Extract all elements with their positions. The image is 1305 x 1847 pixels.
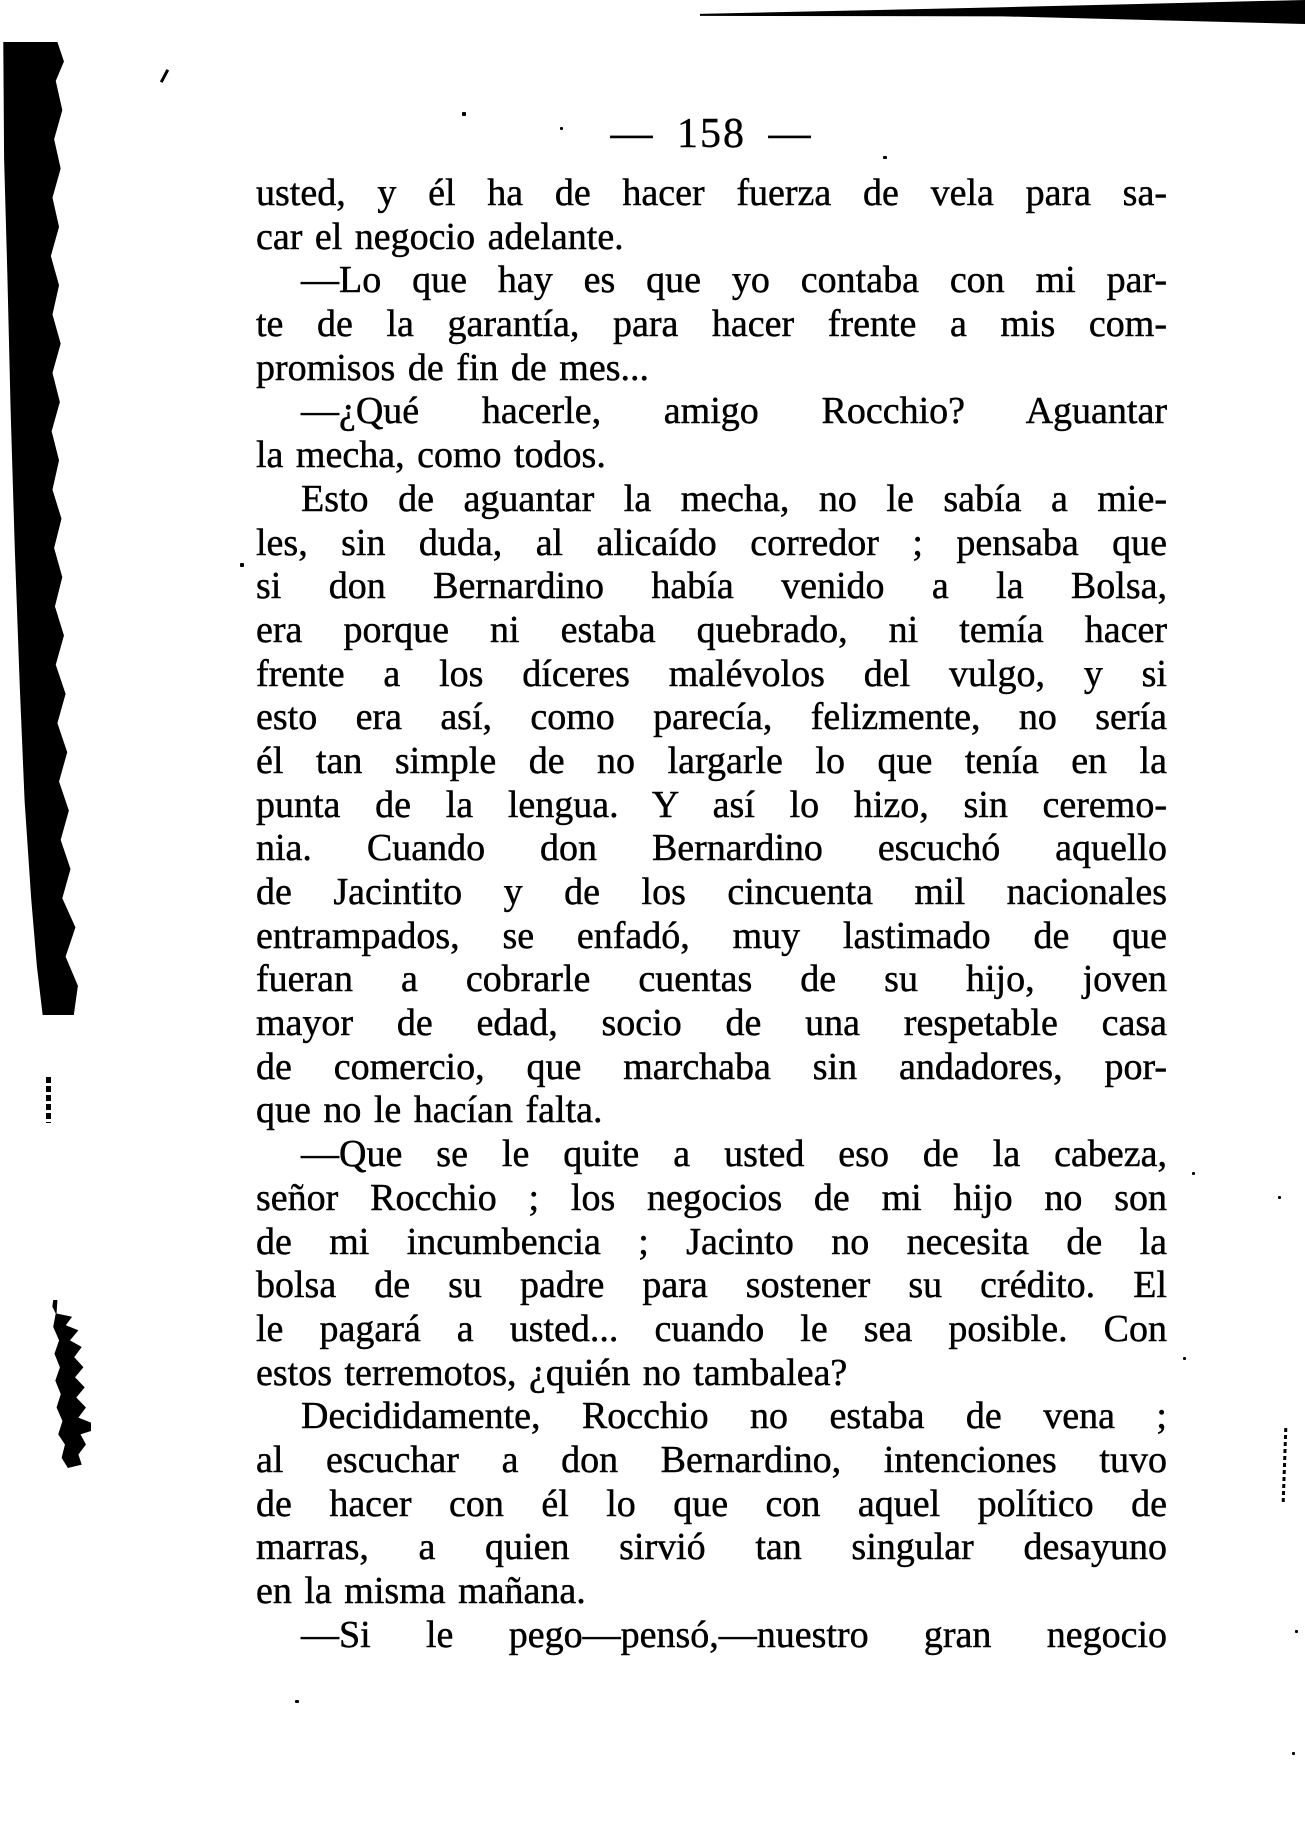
text-line: punta de la lengua. Y así lo hizo, sin ceremo- bbox=[256, 783, 1167, 826]
text-line: les, sin duda, al alicaído corredor ; pensaba que bbox=[256, 521, 1167, 564]
scan-speck bbox=[1292, 1752, 1295, 1755]
text-line: —Si le pego—pensó,—nuestro gran negocio bbox=[301, 1613, 1167, 1656]
text-line: bolsa de su padre para sostener su crédito. El bbox=[256, 1264, 1167, 1307]
scan-speck bbox=[1278, 1196, 1281, 1199]
scan-speck bbox=[295, 1700, 299, 1703]
text-line: en la misma mañana. bbox=[256, 1570, 586, 1612]
text-line: de comercio, que marchaba sin andadores, por- bbox=[256, 1045, 1167, 1088]
scan-artifact-binding-band bbox=[0, 42, 82, 1015]
text-line: señor Rocchio ; los negocios de mi hijo no son bbox=[256, 1176, 1167, 1219]
scan-artifact-top-edge-wedge bbox=[700, 0, 1305, 24]
scan-speck bbox=[1295, 1630, 1298, 1633]
text-line: era porque ni estaba quebrado, ni temía hacer bbox=[256, 608, 1167, 651]
text-line: estos terremotos, ¿quién no tambalea? bbox=[256, 1351, 848, 1394]
text-line: de hacer con él lo que con aquel político de bbox=[256, 1482, 1167, 1525]
text-line: él tan simple de no largarle lo que tenía en la bbox=[256, 739, 1167, 782]
text-line: de Jacintito y de los cincuenta mil nacionales bbox=[256, 871, 1167, 913]
text-line: Esto de aguantar la mecha, no le sabía a mie- bbox=[301, 477, 1167, 520]
scan-artifact-slash-tick bbox=[160, 69, 169, 83]
text-line: que no le hacían falta. bbox=[256, 1089, 603, 1132]
text-line: entrampados, se enfadó, muy lastimado de que bbox=[256, 914, 1167, 957]
text-line: —¿Qué hacerle, amigo Rocchio? Aguantar bbox=[301, 390, 1167, 433]
text-line: Decididamente, Rocchio no estaba de vena ; bbox=[301, 1395, 1167, 1438]
text-line: la mecha, como todos. bbox=[256, 434, 606, 477]
text-line: frente a los díceres malévolos del vulgo, y si bbox=[256, 652, 1167, 695]
scan-artifact-right-margin-dash bbox=[1282, 1428, 1288, 1502]
page-number: — 158 — bbox=[610, 111, 813, 157]
page-text bbox=[256, 172, 1167, 1657]
text-line: car el negocio adelante. bbox=[256, 215, 624, 258]
text-line: al escuchar a don Bernardino, intenciones tuvo bbox=[256, 1438, 1167, 1481]
text-line: de mi incumbencia ; Jacinto no necesita de la bbox=[256, 1220, 1167, 1263]
text-line: nia. Cuando don Bernardino escuchó aquello bbox=[256, 827, 1167, 870]
text-line: te de la garantía, para hacer frente a mis com- bbox=[256, 303, 1167, 346]
text-line: promisos de fin de mes... bbox=[256, 346, 650, 389]
text-line: —Que se le quite a usted eso de la cabeza, bbox=[301, 1133, 1167, 1176]
text-line: esto era así, como parecía, felizmente, no sería bbox=[256, 696, 1167, 739]
text-line: —Lo que hay es que yo contaba con mi par- bbox=[301, 259, 1167, 302]
scan-speck bbox=[1192, 1172, 1195, 1175]
text-line: marras, a quien sirvió tan singular desayuno bbox=[256, 1526, 1167, 1569]
text-line: usted, y él ha de hacer fuerza de vela para sa- bbox=[256, 172, 1167, 214]
text-line: fueran a cobrarle cuentas de su hijo, joven bbox=[256, 958, 1167, 1001]
scan-artifact-margin-dashes bbox=[46, 1077, 51, 1123]
text-line: si don Bernardino había venido a la Bolsa, bbox=[256, 565, 1167, 608]
text-line: le pagará a usted... cuando le sea posible. Con bbox=[256, 1307, 1167, 1350]
scan-speck bbox=[1183, 1357, 1186, 1360]
scan-artifact-margin-blob bbox=[49, 1300, 91, 1468]
text-line: mayor de edad, socio de una respetable casa bbox=[256, 1002, 1167, 1045]
scan-speck bbox=[240, 563, 244, 567]
